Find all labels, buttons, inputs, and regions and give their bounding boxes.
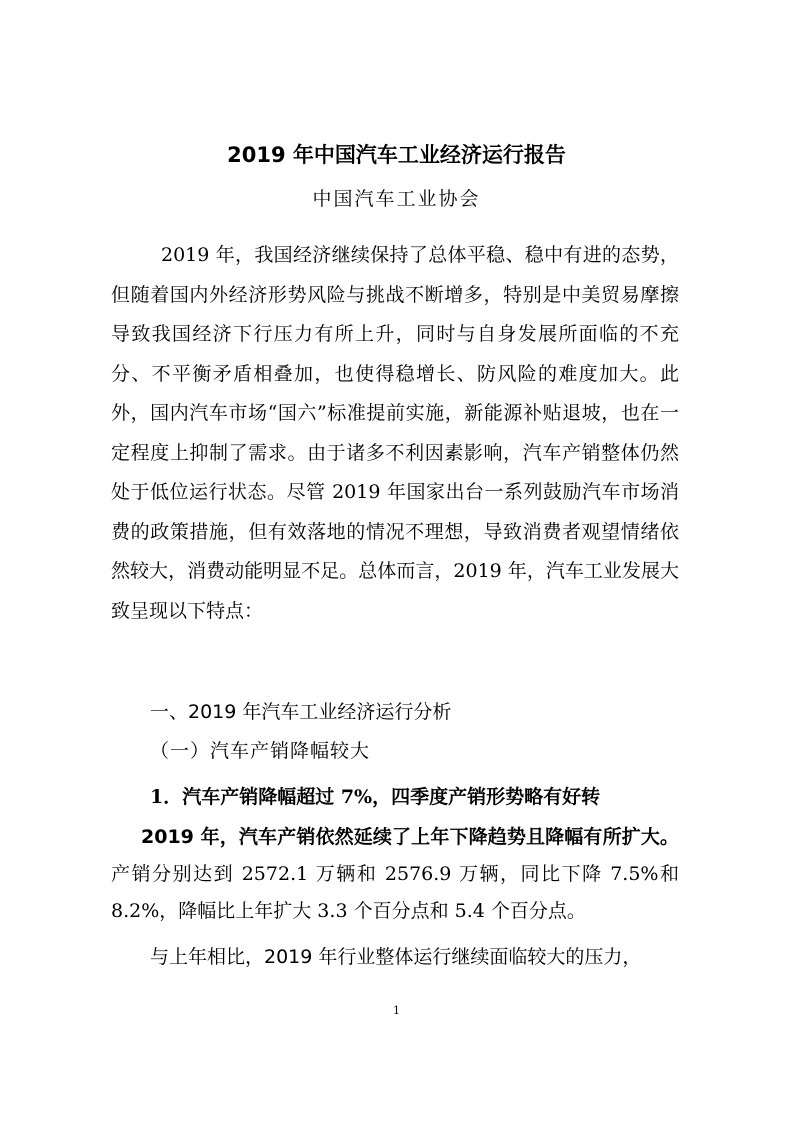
- document-title: 2019 年中国汽车工业经济运行报告: [227, 143, 566, 167]
- section-heading: 一、2019 年汽车工业经济运行分析: [150, 701, 452, 723]
- point-lead-text: 2019 年，汽车产销依然延续了上年下降趋势且降幅有所扩大。: [141, 826, 679, 848]
- point-heading: 1．汽车产销降幅超过 7%，四季度产销形势略有好转: [150, 786, 601, 808]
- intro-paragraph: 2019 年，我国经济继续保持了总体平稳、稳中有进的态势，但随着国内外经济形势风险与挑战不断增多，特别是中美贸易摩擦导致我国经济下行压力有所上升，同时与自身发展所面临的不充分、不平衡矛盾相叠加，也使得稳增长、防风险的难度加大。此外，国内汽车市场“国六”标准提前实施，新能源补贴退坡，也在一定程度上抑制了需求。由于诸多不利因素影响，汽车产销整体仍然处于低位运行状态。尽管 2019 年国家出台一系列鼓励汽车市场消费的政策措施，但有效落地的情况不理想，导致消费者观望情绪依然较大，消费动能明显不足。总体而言，2019 年，汽车工业发展大致呈现以下特点：: [111, 244, 679, 622]
- point-paragraph: [111, 819, 679, 930]
- point-body-text: 产销分别达到 2572.1 万辆和 2576.9 万辆，同比下降 7.5%和 8.2%，降幅比上年扩大 3.3 个百分点和 5.4 个百分点。: [111, 863, 679, 922]
- document-author: 中国汽车工业协会: [312, 188, 481, 210]
- continued-paragraph: 与上年相比，2019 年行业整体运行继续面临较大的压力，: [150, 946, 642, 968]
- subsection-heading: （一）汽车产销降幅较大: [150, 740, 371, 762]
- page-number: 1: [393, 1004, 400, 1017]
